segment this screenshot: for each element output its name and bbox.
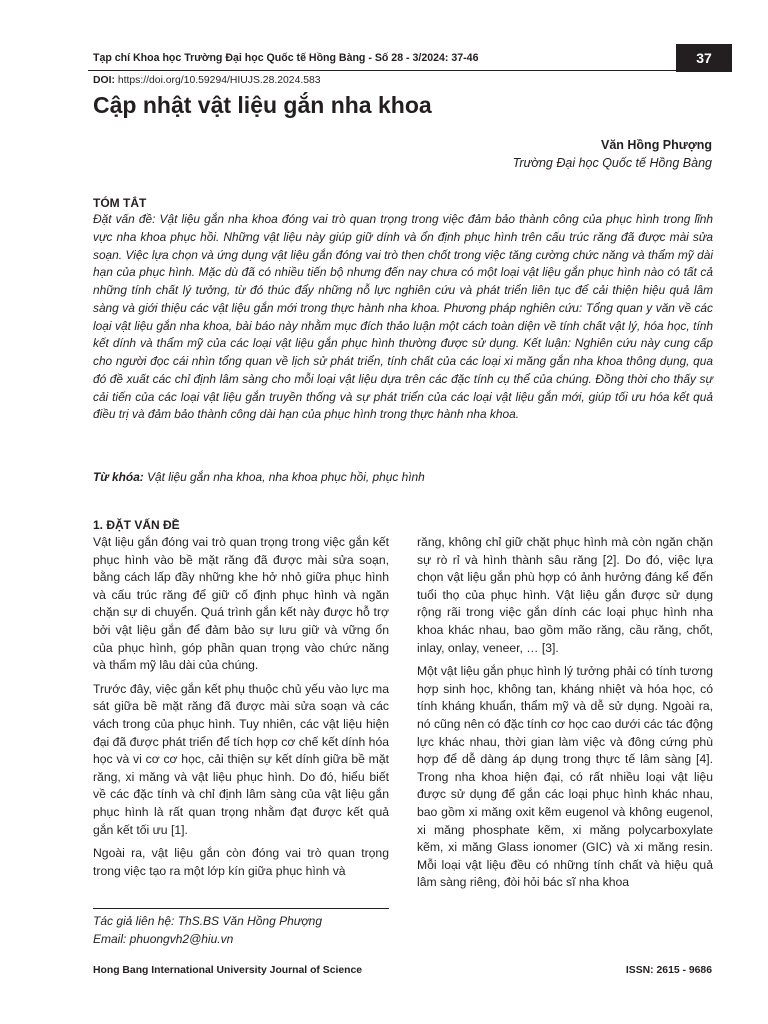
doi-label: DOI: bbox=[93, 75, 115, 86]
abstract-text: Đặt vấn đề: Vật liệu gắn nha khoa đóng vai trò quan trọng trong việc đảm bảo thành công của phục hình trong lĩnh vực nha khoa phục hồi. Những vật liệu này giúp giữ dính và ổn định phục hình trên cấu trúc răng đã được mài sửa soạn. Việc lựa chọn và ứng dụng vật liệu gắn đóng vai trò then chốt trong việc tăng cường chức năng và thẩm mỹ dài hạn của phục hình. Mặc dù đã có nhiều tiến bộ nhưng đến nay chưa có một loại vật liệu gắn phục hình nào có tất cả những tính chất lý tưởng, từ đó thúc đẩy những nỗ lực nghiên cứu và phát triển liên tục để cải thiện hiệu quả lâm sàng và giới thiệu các vật liệu gắn mới trong thực hành nha khoa. Phương pháp nghiên cứu: Tổng quan y văn về các loại vật liệu gắn nha khoa, bài báo này nhằm mục đích thảo luận một cách toàn diện về tính chất vật lý, hóa học, tính kết dính và thẩm mỹ của các loại vật liệu gắn phục hình thường được sử dụng. Kết luận: Nghiên cứu này cung cấp cho người đọc cái nhìn tổng quan về lịch sử phát triển, tính chất của các loại xi măng gắn nha khoa thông dụng, qua đó đề xuất các chỉ định lâm sàng cho mỗi loại vật liệu dựa trên các đặc tính cụ thể của chúng. Đồng thời cho thấy sự cải tiến của các loại vật liệu gắn truyền thống và sự phát triển của các loại vật liệu gắn mới, giúp tối ưu hóa kết quả điều trị và đảm bảo thành công dài hạn của phục hình trong thực hành nha khoa. bbox=[93, 212, 713, 422]
paragraph: Ngoài ra, vật liệu gắn còn đóng vai trò quan trọng trong việc tạo ra một lớp kín giữa phục hình và bbox=[93, 846, 389, 878]
paragraph: răng, không chỉ giữ chặt phục hình mà còn ngăn chặn sự rò rỉ và hình thành sâu răng [2]. Do đó, việc lựa chọn vật liệu gắn phù hợp có ảnh hưởng đáng kể đến tuổi thọ của phục hình. Vật liệu gắn được sử dụng rộng rãi trong việc gắn dính các loại phục hình nha khoa khác nhau, bao gồm mão răng, cầu răng, chốt, inlay, onlay, veneer, … [3]. bbox=[417, 535, 713, 655]
left-column bbox=[93, 534, 389, 886]
article-title: Cập nhật vật liệu gắn nha khoa bbox=[93, 92, 432, 118]
keywords-text: Vật liệu gắn nha khoa, nha khoa phục hồi, phục hình bbox=[143, 470, 425, 484]
paragraph: Trước đây, việc gắn kết phụ thuộc chủ yếu vào lực ma sát giữa bề mặt răng đã được mài sửa soạn và các vách trong của phục hình. Tuy nhiên, các vật liệu hiện đại đã được phát triển để tích hợp cơ chế kết dính hóa học và vi cơ cơ học, cải thiện sự kết dính giữa bề mặt răng, xi măng và vật liệu phục hình. Do đó, hiểu biết về các đặc tính và chỉ định lâm sàng của vật liệu gắn phục hình là rất quan trọng nhằm đạt được kết quả gắn kết tối ưu [1]. bbox=[93, 681, 389, 837]
footer-issn: ISSN: 2615 - 9686 bbox=[625, 965, 712, 976]
header-rule bbox=[88, 70, 732, 71]
abstract-heading: TÓM TẮT bbox=[93, 196, 147, 210]
author-name: Văn Hồng Phượng bbox=[601, 138, 712, 152]
author-affiliation: Trường Đại học Quốc tế Hồng Bàng bbox=[512, 156, 712, 170]
paragraph: Vật liệu gắn đóng vai trò quan trọng trong việc gắn kết phục hình vào bề mặt răng đã được mài sửa soạn, bằng cách lấp đầy những khe hở nhỏ giữa phục hình và cấu trúc răng để giữ cố định phục hình và ngăn chặn sự di chuyển. Quá trình gắn kết này được hỗ trợ bởi vật liệu gắn để đảm bảo sự lưu giữ và vững ổn của phục hình, góp phần quan trọng vào chức năng và thẩm mỹ lâu dài của chúng. bbox=[93, 535, 389, 673]
keywords-line bbox=[93, 470, 713, 484]
doi-link[interactable]: https://doi.org/10.59294/HIUJS.28.2024.583 bbox=[114, 75, 321, 86]
contact-email: Email: phuongvh2@hiu.vn bbox=[93, 932, 234, 946]
section-heading: 1. ĐẶT VẤN ĐỀ bbox=[93, 518, 180, 532]
right-column bbox=[417, 534, 713, 898]
journal-header: Tạp chí Khoa học Trường Đại học Quốc tế Hồng Bàng - Số 28 - 3/2024: 37-46 bbox=[93, 52, 479, 64]
footnote-rule bbox=[93, 908, 389, 909]
footnote bbox=[93, 912, 322, 948]
doi-line bbox=[93, 75, 321, 86]
paragraph: Một vật liệu gắn phục hình lý tưởng phải có tính tương hợp sinh học, không tan, kháng nhiệt và hóa học, có tính kháng khuẩn, thẩm mỹ và dễ sử dụng. Ngoài ra, nó cũng nên có đặc tính cơ học cao dưới các tác động lực khác nhau, thời gian làm việc và đông cứng phù hợp để dễ dàng áp dụng trong thực tế lâm sàng [4]. Trong nha khoa hiện đại, có rất nhiều loại vật liệu được sử dụng để gắn các loại phục hình khác nhau, bao gồm xi măng oxit kẽm eugenol và không eugenol, xi măng phosphate kẽm, xi măng polycarboxylate kẽm, xi măng Glass ionomer (GIC) và xi măng resin. Mỗi loại vật liệu đều có những tính chất và hiệu quả lâm sàng riêng, đòi hỏi bác sĩ nha khoa bbox=[417, 664, 713, 890]
corresponding-author: Tác giả liên hệ: ThS.BS Văn Hồng Phượng bbox=[93, 914, 322, 928]
keywords-label: Từ khóa: bbox=[93, 470, 144, 484]
footer-journal: Hong Bang International University Journal of Science bbox=[93, 965, 363, 976]
page-number-badge: 37 bbox=[676, 44, 732, 72]
